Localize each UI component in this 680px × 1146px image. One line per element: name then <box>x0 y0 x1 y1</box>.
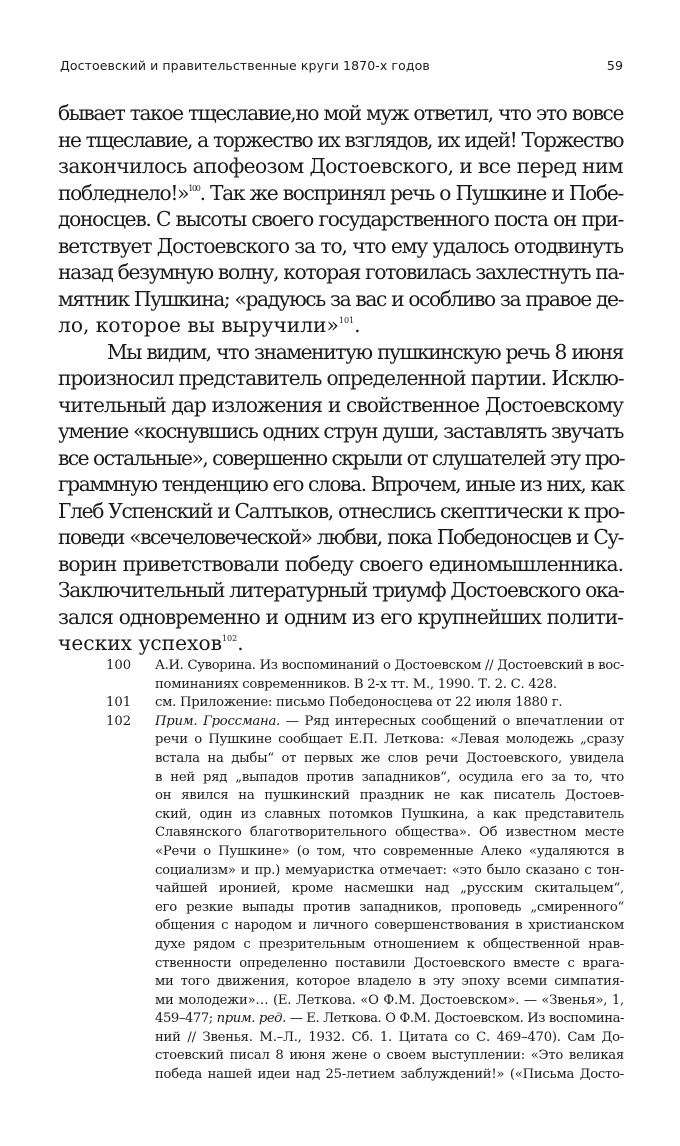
footnote-line: ми того движения, которое владело в эту эпоху всеми симпатия- <box>155 974 624 990</box>
text-run: ло, которое вы выручили» <box>58 313 339 337</box>
footnotes <box>106 657 624 1085</box>
text-line: ветствует Достоевского за то, что ему удалось отодвинуть <box>58 233 623 258</box>
footnote-number: 102 <box>106 713 132 729</box>
footnote-line: в ней ряд „выпадов против западников“, осудила его за то, что <box>155 769 624 785</box>
text-line: зался одновременно и одним из его крупнейших полити- <box>58 604 623 629</box>
text-run: 459–477; <box>155 1011 217 1027</box>
page-number: 59 <box>606 58 623 73</box>
text-run: — Е. Леткова. О Ф.М. Достоевском. Из воспомина- <box>285 1011 624 1027</box>
text-line <box>58 312 623 339</box>
paragraph-1 <box>58 100 623 339</box>
text-line: произносил представитель определенной партии. Исклю- <box>58 366 624 390</box>
text-line: граммную тенденцию его слова. Впрочем, иные из них, как <box>58 472 624 496</box>
footnote-line: его резкие выпады против западников, проповедь „смиренного“ <box>155 899 624 915</box>
text-line <box>58 180 623 207</box>
footnote-number: 101 <box>106 695 132 711</box>
footnote-line <box>155 1010 624 1029</box>
text-run: Прим. Гроссмана. <box>155 713 281 729</box>
footnote-line: встала на дыбы“ от первых же слов речи Достоевского, увидела <box>155 750 624 766</box>
footnote-line: поминаниях современников. В 2-х тт. М., 1990. Т. 2. С. 428. <box>155 676 557 692</box>
text-line: Мы видим, что знаменитую пушкинскую речь 8 июня <box>107 339 623 364</box>
text-run: . <box>237 631 244 655</box>
text-run: — Ряд интересных сообщений о впечатлении от <box>280 713 624 729</box>
footnote-ref-101: 101 <box>338 316 355 325</box>
text-line: доносцев. С высоты своего государственного поста он при- <box>58 207 623 231</box>
footnote-line: он явился на пушкинский праздник не как писатель Достоев- <box>155 788 624 804</box>
footnote-line: социализм» и пр.) мемуаристка отмечает: «это было сказано с тон- <box>155 862 624 878</box>
footnote-101 <box>106 694 624 713</box>
text-line: Заключительный литературный триумф Достоевского ока- <box>58 578 624 602</box>
paragraph-2 <box>58 339 623 657</box>
text-run: побледнело!» <box>58 180 189 205</box>
footnote-line: стоевский писал 8 июня жене о своем выступлении: «Это великая <box>155 1048 624 1064</box>
text-line: поведи «всечеловеческой» любви, пока Победоносцев и Су- <box>58 525 623 549</box>
footnote-line: ний // Звенья. М.–Л., 1932. Сб. 1. Цитата со С. 469–470). Сам До- <box>155 1029 624 1045</box>
text-run: ческих успехов <box>58 631 222 655</box>
main-text <box>58 100 623 657</box>
text-line: мятник Пушкина; «радуюсь за вас и особливо за правое де- <box>58 286 623 311</box>
footnote-line: победа нашей идеи над 25-летием заблуждений!» («Письма Досто- <box>155 1067 624 1083</box>
footnote-102 <box>106 713 624 1085</box>
footnote-ref-100: 100 <box>188 183 200 193</box>
text-line: умение «коснувшись одних струн души, заставлять звучать <box>58 419 623 443</box>
text-line: чительный дар изложения и свойственное Достоевскому <box>58 392 623 417</box>
text-line: бывает такое тщеславие,но мой муж ответил, что это вовсе <box>58 101 623 125</box>
footnote-line: Славянского благотворительного общества». Об известном месте <box>155 825 624 841</box>
footnote-line: чайшей иронией, кроме насмешки над „русским скитальцем“, <box>155 881 624 897</box>
text-run: прим. ред. <box>216 1011 286 1027</box>
footnote-ref-102: 102 <box>221 634 238 643</box>
footnote-line: А.И. Суворина. Из воспоминаний о Достоевском // Достоевский в вос- <box>155 658 624 673</box>
text-line: все остальные», совершенно скрыли от слушателей эту про- <box>58 445 625 470</box>
footnote-line: см. Приложение: письмо Победоносцева от 22 июля 1880 г. <box>155 695 563 711</box>
footnote-number: 100 <box>106 658 132 673</box>
text-run: . <box>354 313 361 337</box>
footnote-line: ственности определенно поставили Достоевского вместе с врага- <box>155 955 624 971</box>
footnote-line: общения с народом и личного совершенствования в христианском <box>155 918 624 934</box>
footnote-line: ский, один из славных потомков Пушкина, а как представитель <box>155 806 624 822</box>
running-head-title: Достоевский и правительственные круги 1870-х годов <box>60 58 430 73</box>
text-line <box>58 630 623 657</box>
footnote-line: речи о Пушкине сообщает Е.П. Леткова: «Левая молодежь „сразу <box>155 732 624 748</box>
text-line: не тщеславие, а торжество их взглядов, их идей! Торжество <box>58 127 623 152</box>
text-line: Глеб Успенский и Салтыков, отнеслись скептически к про- <box>58 498 625 523</box>
footnote-line: «Речи о Пушкине» (о том, что современные Алеко «удаляются в <box>155 843 624 859</box>
footnote-line: ми молодежи»… (Е. Леткова. «О Ф.М. Достоевском». — «Звенья», 1, <box>155 992 624 1008</box>
text-run: . Так же воспринял речь о Пушкине и Побе- <box>199 180 623 205</box>
text-line: назад безумную волну, которая готовилась захлестнуть па- <box>58 260 624 284</box>
footnote-line <box>155 713 624 732</box>
footnote-100 <box>106 657 624 694</box>
text-line: ворин приветствовали победу своего единомышленника. <box>58 551 623 576</box>
footnote-line: духе рядом с презрительным отношением к общественной нрав- <box>155 936 624 952</box>
text-line: закончилось апофеозом Достоевского, и все перед ним <box>58 154 623 178</box>
